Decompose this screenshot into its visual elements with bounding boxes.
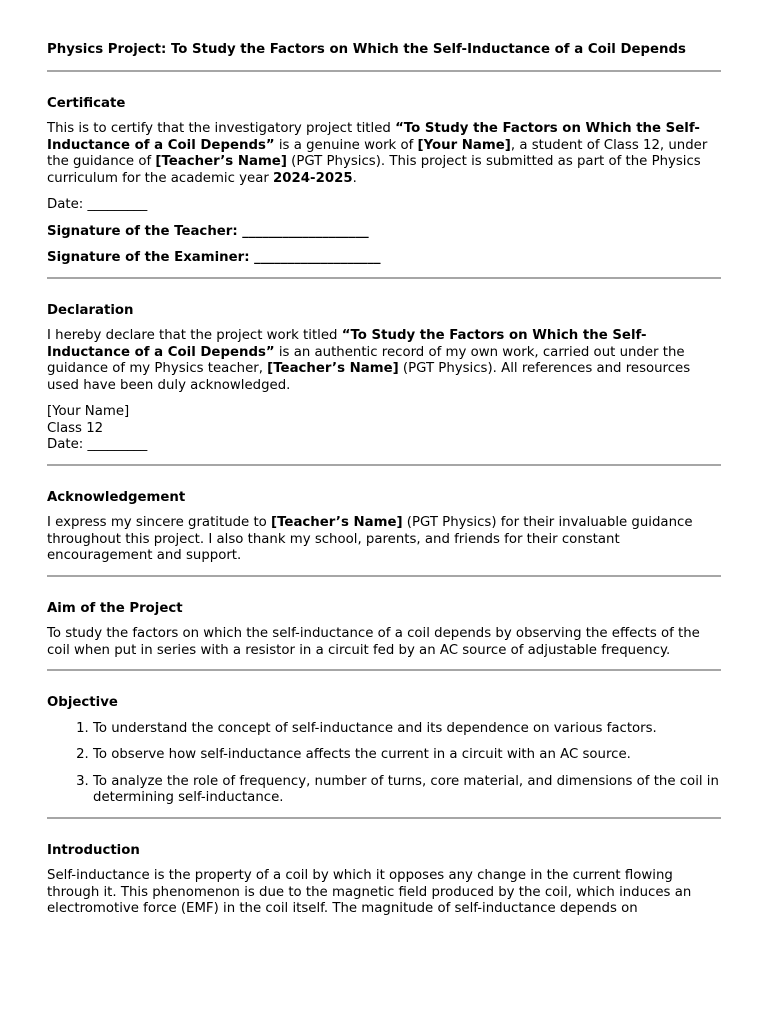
examiner-signature-line: Signature of the Examiner: ___________________ [47, 250, 381, 265]
list-item: 3. To analyze the role of frequency, number of turns, core material, and dimensions of the coil in determining self-inductance. [93, 774, 721, 807]
list-item: 2. To observe how self-inductance affects the current in a circuit with an AC source. [93, 747, 721, 764]
student-name: [Your Name] [47, 404, 130, 419]
text-run: I hereby declare that the project work titled [47, 328, 342, 343]
project-title-bold: “To Study the Factors on Which the Self-Inductance of a Coil Depends” [47, 121, 700, 153]
text-run: (PGT Physics). All references and resources used have been duly acknowledged. [47, 361, 691, 393]
acknowledgement-section [47, 466, 721, 565]
objective-list [47, 721, 721, 807]
declaration-date: Date: _________ [47, 437, 148, 452]
acknowledgement-heading: Acknowledgement [47, 489, 186, 505]
teacher-name-placeholder: [Teacher’s Name] [267, 361, 399, 376]
aim-paragraph: To study the factors on which the self-inductance of a coil depends by observing the effects of the coil when put in series with a resistor in a circuit fed by an AC source of adjustable frequency. [47, 626, 700, 658]
aim-heading: Aim of the Project [47, 600, 183, 616]
text-run: (PGT Physics) for their invaluable guidance throughout this project. I also thank my school, parents, and friends for their constant encouragement and support. [47, 515, 693, 563]
declaration-section [47, 279, 721, 454]
academic-year: 2024-2025 [273, 170, 353, 186]
teacher-name-placeholder: [Teacher’s Name] [271, 515, 403, 530]
objective-section [47, 671, 721, 807]
text-run: . [352, 170, 357, 186]
introduction-paragraph: Self-inductance is the property of a coil by which it opposes any change in the current flowing through it. This phenomenon is due to the magnetic field produced by the coil, which induces an electromotive force (EMF) in the coil itself. The magnitude of self-inductance depends on [47, 868, 692, 916]
teacher-signature-line: Signature of the Teacher: ___________________ [47, 223, 369, 239]
teacher-name-placeholder: [Teacher’s Name] [155, 154, 287, 169]
acknowledgement-paragraph [47, 515, 721, 565]
certificate-date: Date: _________ [47, 197, 148, 212]
text-run: is a genuine work of [274, 137, 418, 153]
text-run: , a student of Class 12, under the guidance of [47, 137, 708, 169]
text-run: is an authentic record of my own work, carried out under the guidance of my Physics teacher, [47, 344, 685, 376]
objective-heading: Objective [47, 695, 118, 710]
student-class: Class 12 [47, 420, 104, 436]
text-run: (PGT Physics). This project is submitted as part of the Physics curriculum for the academic year [47, 154, 701, 186]
aim-section [47, 577, 721, 660]
certificate-section [47, 72, 721, 267]
project-title-bold: “To Study the Factors on Which the Self-Inductance of a Coil Depends” [47, 328, 647, 360]
document-title: Physics Project: To Study the Factors on Which the Self-Inductance of a Coil Depends [47, 42, 686, 57]
list-item: 1. To understand the concept of self-inductance and its dependence on various factors. [93, 721, 721, 738]
declaration-heading: Declaration [47, 302, 134, 318]
text-run: I express my sincere gratitude to [47, 515, 272, 530]
declaration-paragraph [47, 328, 721, 394]
text-run: This is to certify that the investigatory project titled [47, 121, 396, 136]
introduction-section [47, 819, 721, 918]
introduction-heading: Introduction [47, 842, 140, 858]
declaration-signoff [47, 404, 721, 454]
student-name-placeholder: [Your Name] [417, 137, 511, 153]
certificate-paragraph [47, 121, 721, 187]
certificate-heading: Certificate [47, 95, 126, 111]
